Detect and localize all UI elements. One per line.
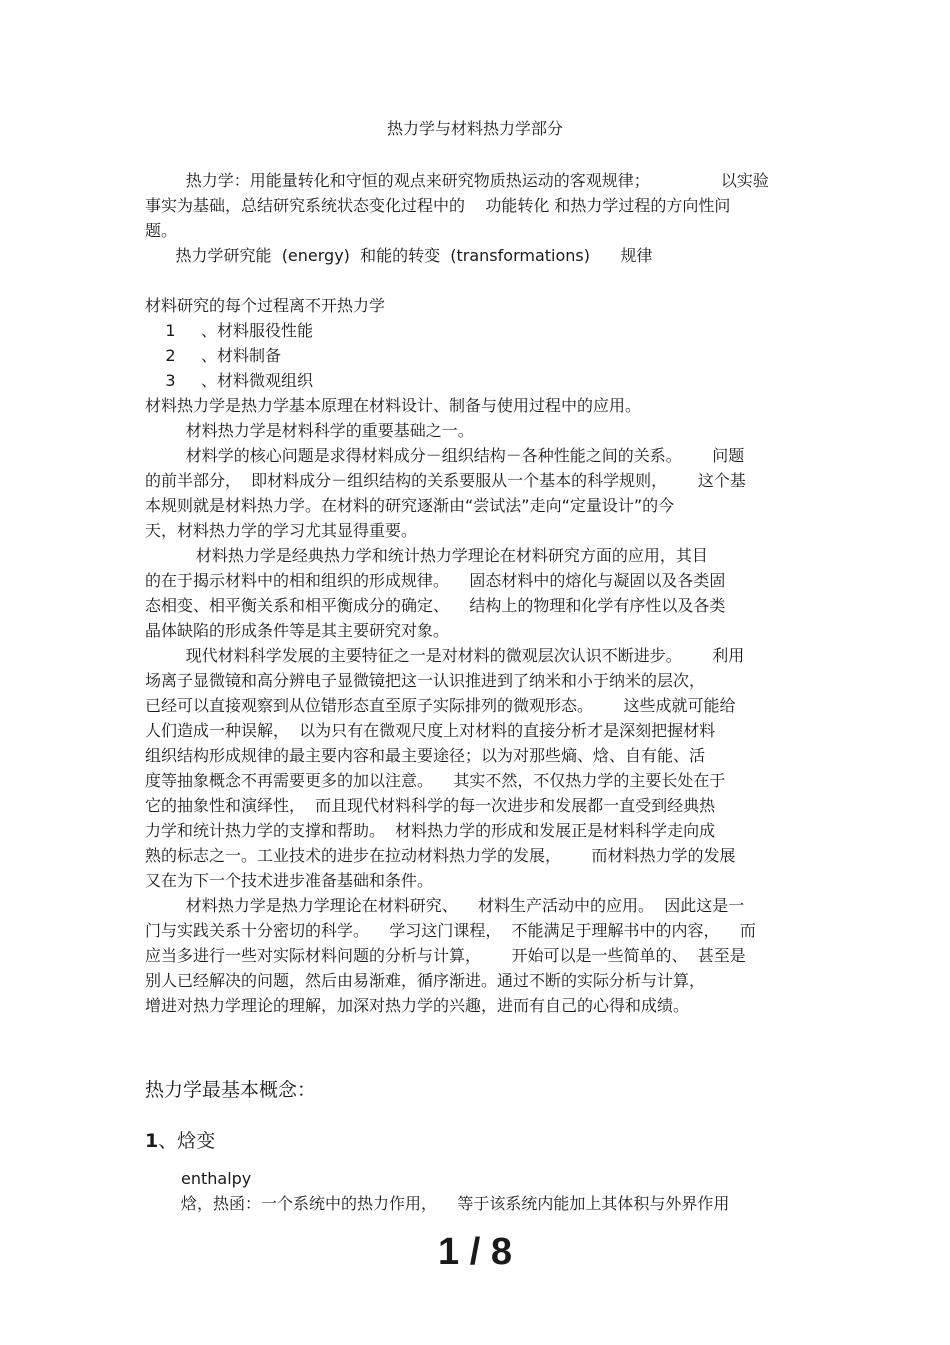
definition-block: [181, 1166, 729, 1216]
text-line: 2 、材料制备: [145, 346, 281, 365]
text-line: 增进对热力学理论的理解，加深对热力学的兴趣，进而有自己的心得和成绩。: [145, 996, 690, 1015]
text-line: 晶体缺陷的形成条件等是其主要研究对象。: [145, 621, 450, 640]
subsection-heading: [145, 1127, 215, 1155]
text-line: 材料学的核心问题是求得材料成分－组织结构－各种性能之间的关系。 问题: [145, 446, 745, 465]
text-line: 别人已经解决的问题，然后由易渐难，循序渐进。通过不断的实际分析与计算，: [145, 971, 706, 990]
text-line: 人们造成一种误解， 以为只有在微观尺度上对材料的直接分析才是深刻把握材料: [145, 721, 716, 740]
definition-term: enthalpy: [181, 1169, 252, 1188]
subsection-number: 1: [145, 1130, 159, 1152]
text-line: 又在为下一个技术进步准备基础和条件。: [145, 871, 434, 890]
text-line: [145, 268, 809, 293]
definition-text: 焓，热函：一个系统中的热力作用， 等于该系统内能加上其体积与外界作用: [181, 1194, 730, 1213]
page-title: 热力学与材料热力学部分: [386, 119, 563, 138]
text-line: 已经可以直接观察到从位错形态直至原子实际排列的微观形态。 这些成就可能给: [145, 696, 736, 715]
text-line: 材料热力学是经典热力学和统计热力学理论在材料研究方面的应用，其目: [145, 546, 708, 565]
text-line: 组织结构形成规律的最主要内容和最主要途径；以为对那些熵、焓、自有能、活: [145, 746, 706, 765]
text-line: 它的抽象性和演绎性， 而且现代材料科学的每一次进步和发展都一直受到经典热: [145, 796, 716, 815]
text-line: 态相变、相平衡关系和相平衡成分的确定、 结构上的物理和化学有序性以及各类: [145, 596, 726, 615]
text-line: 材料热力学是材料科学的重要基础之一。: [145, 421, 474, 440]
body-text: [145, 168, 809, 1018]
text-line: 3 、材料微观组织: [145, 371, 313, 390]
text-line: 材料研究的每个过程离不开热力学: [145, 296, 386, 315]
text-line: 事实为基础，总结研究系统状态变化过程中的 功能转化 和热力学过程的方向性问: [145, 196, 731, 215]
text-line: 题。: [145, 221, 178, 240]
section-heading: 热力学最基本概念：: [145, 1079, 317, 1101]
text-line: 材料热力学是热力学基本原理在材料设计、制备与使用过程中的应用。: [145, 396, 642, 415]
text-line: 热力学研究能 (energy) 和能的转变 (transformations) 规律: [145, 246, 653, 265]
text-line: 本规则就是材料热力学。在材料的研究逐渐由“尝试法”走向“定量设计”的今: [145, 496, 675, 515]
text-line: 天，材料热力学的学习尤其显得重要。: [145, 521, 418, 540]
text-line: 的前半部分， 即材料成分－组织结构的关系要服从一个基本的科学规则， 这个基: [145, 471, 746, 490]
text-line: 材料热力学是热力学理论在材料研究、 材料生产活动中的应用。 因此这是一: [145, 896, 745, 915]
text-line: 热力学：用能量转化和守恒的观点来研究物质热运动的客观规律； 以实验: [145, 171, 769, 190]
text-line: 门与实践关系十分密切的科学。 学习这门课程， 不能满足于理解书中的内容， 而: [145, 921, 756, 940]
text-line: 度等抽象概念不再需要更多的加以注意。 其实不然，不仅热力学的主要长处在于: [145, 771, 726, 790]
text-line: 力学和统计热力学的支撑和帮助。 材料热力学的形成和发展正是材料科学走向成: [145, 821, 716, 840]
subsection-label: 、焓变: [158, 1130, 216, 1152]
text-line: 现代材料科学发展的主要特征之一是对材料的微观层次认识不断进步。 利用: [145, 646, 745, 665]
text-line: 应当多进行一些对实际材料问题的分析与计算， 开始可以是一些简单的、 甚至是: [145, 946, 746, 965]
page-indicator: 1 / 8: [438, 1231, 512, 1273]
text-line: 1 、材料服役性能: [145, 321, 313, 340]
text-line: 场离子显微镜和高分辨电子显微镜把这一认识推进到了纳米和小于纳米的层次，: [145, 671, 706, 690]
text-line: 熟的标志之一。工业技术的进步在拉动材料热力学的发展， 而材料热力学的发展: [145, 846, 736, 865]
text-line: 的在于揭示材料中的相和组织的形成规律。 固态材料中的熔化与凝固以及各类固: [145, 571, 726, 590]
